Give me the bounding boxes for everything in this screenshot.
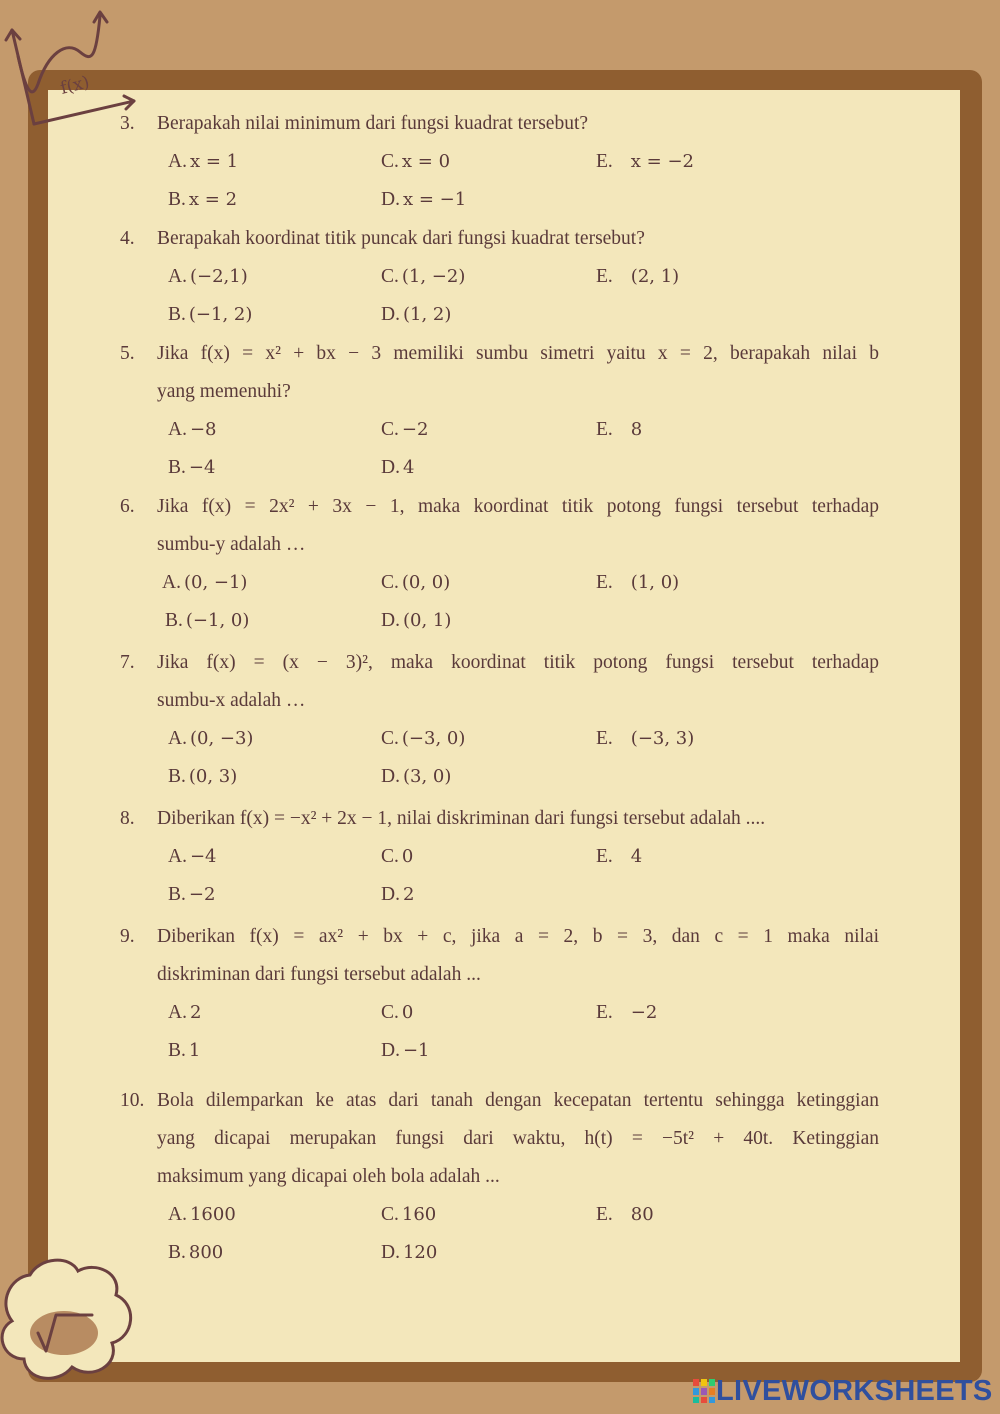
graph-label: f(x) [58,72,92,99]
question-text: yang memenuhi? [157,381,291,402]
option-value: 0 [401,1002,414,1023]
option-letter: E. [596,846,613,867]
option-value: 80 [630,1204,654,1225]
option-c[interactable] [381,143,450,181]
option-letter: E. [596,728,613,749]
logo-blocks-icon [692,1378,716,1404]
option-b[interactable] [168,449,215,487]
question-number: 9. [120,926,135,947]
question-9 [120,918,880,994]
option-d[interactable] [381,1234,437,1272]
option-e[interactable] [596,258,679,296]
question-text: Bola dilemparkan ke atas dari tanah dengan kecepatan tertentu sehingga ketinggian [157,1090,879,1111]
option-b[interactable] [168,758,237,796]
option-e[interactable] [596,564,679,602]
option-letter: D. [381,304,400,325]
option-c[interactable] [381,258,465,296]
option-letter: C. [381,266,399,287]
option-letter: E. [596,266,613,287]
option-letter: E. [596,151,613,172]
option-letter: E. [596,1204,613,1225]
option-letter: A. [168,1204,187,1225]
option-d[interactable] [381,1032,430,1070]
liveworksheets-logo [692,1374,993,1408]
option-value: (0, −3) [189,728,254,749]
option-letter: B. [168,1040,186,1061]
option-letter: A. [168,846,187,867]
option-letter: E. [596,1002,613,1023]
option-letter: B. [165,610,183,631]
option-value: −2 [188,884,216,905]
option-d[interactable] [381,602,451,640]
option-a[interactable] [168,411,217,449]
question-text: Jika f(x) = (x − 3)², maka koordinat titik potong fungsi tersebut terhadap [157,652,879,673]
option-letter: E. [596,572,613,593]
option-letter: D. [381,1040,400,1061]
option-value: −2 [401,419,429,440]
question-text: Berapakah koordinat titik puncak dari fungsi kuadrat tersebut? [157,228,645,249]
option-letter: D. [381,610,400,631]
option-letter: C. [381,1204,399,1225]
question-number: 5. [120,343,135,364]
option-letter: B. [168,304,186,325]
option-letter: A. [168,151,187,172]
question-3 [120,105,880,143]
question-text: Diberikan f(x) = ax² + bx + c, jika a = 2, b = 3, dan c = 1 maka nilai [157,926,879,947]
question-text: Jika f(x) = x² + bx − 3 memiliki sumbu simetri yaitu x = 2, berapakah nilai b [157,343,879,364]
option-c[interactable] [381,1196,436,1234]
option-value: (−1, 0) [185,610,250,631]
question-text: yang dicapai merupakan fungsi dari waktu, h(t) = −5t² + 40t. Ketinggian [157,1128,879,1149]
option-letter: D. [381,189,400,210]
option-a[interactable] [168,994,201,1032]
option-value: x = −2 [630,151,695,172]
option-c[interactable] [381,720,465,758]
option-value: (3, 0) [402,766,452,787]
question-number: 3. [120,113,135,134]
option-d[interactable] [381,296,451,334]
option-value: 800 [188,1242,224,1263]
option-e[interactable] [596,994,657,1032]
option-b[interactable] [168,876,215,914]
option-letter: A. [168,419,187,440]
option-value: (0, 0) [401,572,451,593]
option-b[interactable] [168,1234,223,1272]
option-value: −4 [188,457,216,478]
option-b[interactable] [168,181,237,219]
option-value: x = 1 [189,151,239,172]
option-c[interactable] [381,994,413,1032]
option-letter: E. [596,419,613,440]
question-10 [120,1082,880,1196]
question-number: 7. [120,652,135,673]
option-value: (2, 1) [630,266,680,287]
option-letter: C. [381,846,399,867]
question-number: 4. [120,228,135,249]
option-a[interactable] [168,258,248,296]
question-text: Jika f(x) = 2x² + 3x − 1, maka koordinat titik potong fungsi tersebut terhadap [157,496,879,517]
option-letter: A. [168,266,187,287]
option-a[interactable] [168,838,217,876]
option-a[interactable] [168,143,238,181]
question-4 [120,220,880,258]
option-value: 1600 [189,1204,236,1225]
option-letter: C. [381,728,399,749]
option-d[interactable] [381,449,414,487]
option-value: (−3, 3) [630,728,695,749]
option-letter: C. [381,572,399,593]
option-letter: B. [168,189,186,210]
option-value: (1, 0) [630,572,680,593]
question-text: Berapakah nilai minimum dari fungsi kuadrat tersebut? [157,113,589,134]
option-letter: C. [381,419,399,440]
option-value: 120 [402,1242,438,1263]
option-value: 1 [188,1040,201,1061]
option-a[interactable] [168,720,253,758]
option-value: (1, −2) [401,266,466,287]
question-5 [120,335,880,411]
option-letter: D. [381,884,400,905]
option-value: (0, −1) [183,572,248,593]
option-value: (−3, 0) [401,728,466,749]
option-letter: D. [381,766,400,787]
option-value: −8 [189,419,217,440]
option-e[interactable] [596,838,642,876]
option-b[interactable] [168,1032,200,1070]
question-8 [120,800,880,838]
option-value: 2 [402,884,415,905]
option-value: 160 [401,1204,437,1225]
option-value: −2 [630,1002,658,1023]
option-value: 8 [630,419,643,440]
option-value: −4 [189,846,217,867]
question-text: maksimum yang dicapai oleh bola adalah ... [157,1166,500,1187]
question-text: sumbu-y adalah … [157,534,306,555]
option-e[interactable] [596,1196,654,1234]
question-6 [120,488,880,564]
option-value: −1 [402,1040,430,1061]
option-value: (−2,1) [189,266,248,287]
question-text: diskriminan dari fungsi tersebut adalah ... [157,964,481,985]
option-a[interactable] [168,1196,236,1234]
option-letter: B. [168,884,186,905]
option-value: 2 [189,1002,202,1023]
option-value: x = 2 [188,189,238,210]
option-value: 4 [402,457,415,478]
option-d[interactable] [381,758,451,796]
option-letter: B. [168,766,186,787]
option-e[interactable] [596,143,694,181]
option-e[interactable] [596,411,642,449]
option-value: 0 [401,846,414,867]
option-e[interactable] [596,720,694,758]
option-a[interactable] [162,564,247,602]
option-value: 4 [630,846,643,867]
question-text: sumbu-x adalah … [157,690,306,711]
option-letter: B. [168,1242,186,1263]
option-value: (1, 2) [402,304,452,325]
option-letter: C. [381,1002,399,1023]
option-letter: C. [381,151,399,172]
option-value: x = −1 [402,189,467,210]
option-c[interactable] [381,838,413,876]
option-letter: D. [381,1242,400,1263]
option-value: x = 0 [401,151,451,172]
question-number: 8. [120,808,135,829]
option-letter: D. [381,457,400,478]
option-b[interactable] [165,602,249,640]
option-letter: A. [168,1002,187,1023]
option-value: (0, 3) [188,766,238,787]
option-b[interactable] [168,296,252,334]
question-7 [120,644,880,720]
option-value: (−1, 2) [188,304,253,325]
question-number: 10. [120,1090,145,1111]
option-letter: B. [168,457,186,478]
option-letter: A. [168,728,187,749]
option-d[interactable] [381,876,414,914]
option-c[interactable] [381,564,450,602]
option-value: (0, 1) [402,610,452,631]
brand-name: LIVEWORKSHEETS [716,1374,993,1407]
option-letter: A. [162,572,181,593]
option-c[interactable] [381,411,428,449]
option-d[interactable] [381,181,466,219]
question-number: 6. [120,496,135,517]
question-text: Diberikan f(x) = −x² + 2x − 1, nilai diskriminan dari fungsi tersebut adalah .... [157,808,766,829]
